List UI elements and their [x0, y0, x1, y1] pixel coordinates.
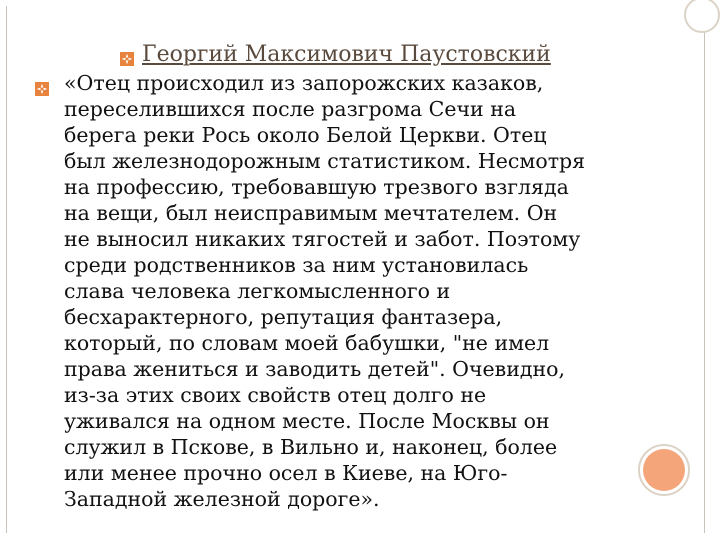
decor-circle-top [684, 0, 720, 33]
four-petal-bullet-icon [120, 47, 134, 61]
four-petal-bullet-icon [35, 81, 49, 95]
slide-title [120, 40, 551, 68]
decor-circle-bottom [643, 449, 685, 491]
quote-paragraph: «Отец происходил из запорожских казаков, переселившихся после разгрома Сечи на берега реки Рось около Белой Церкви. Отец был железнодорожным статистиком. Несмотря на профессию, требовавшую трезвого взгляда на вещи, был неисправимым мечтателем. Он не выносил никаких тягостей и забот. Поэтому среди родственников за ним установилась слава человека легкомысленного и бесхарактерного, репутация фантазера, который, по словам моей бабушки, "не имел права жениться и заводить детей". Очевидно, из-за этих своих свойств отец долго не уживался на одном месте. После Москвы он служил в Пскове, в Вильно и, наконец, более или менее прочно осел в Киеве, на Юго- Западной железной дороге». [64, 71, 586, 511]
title-text: Георгий Максимович Паустовский [142, 41, 551, 67]
